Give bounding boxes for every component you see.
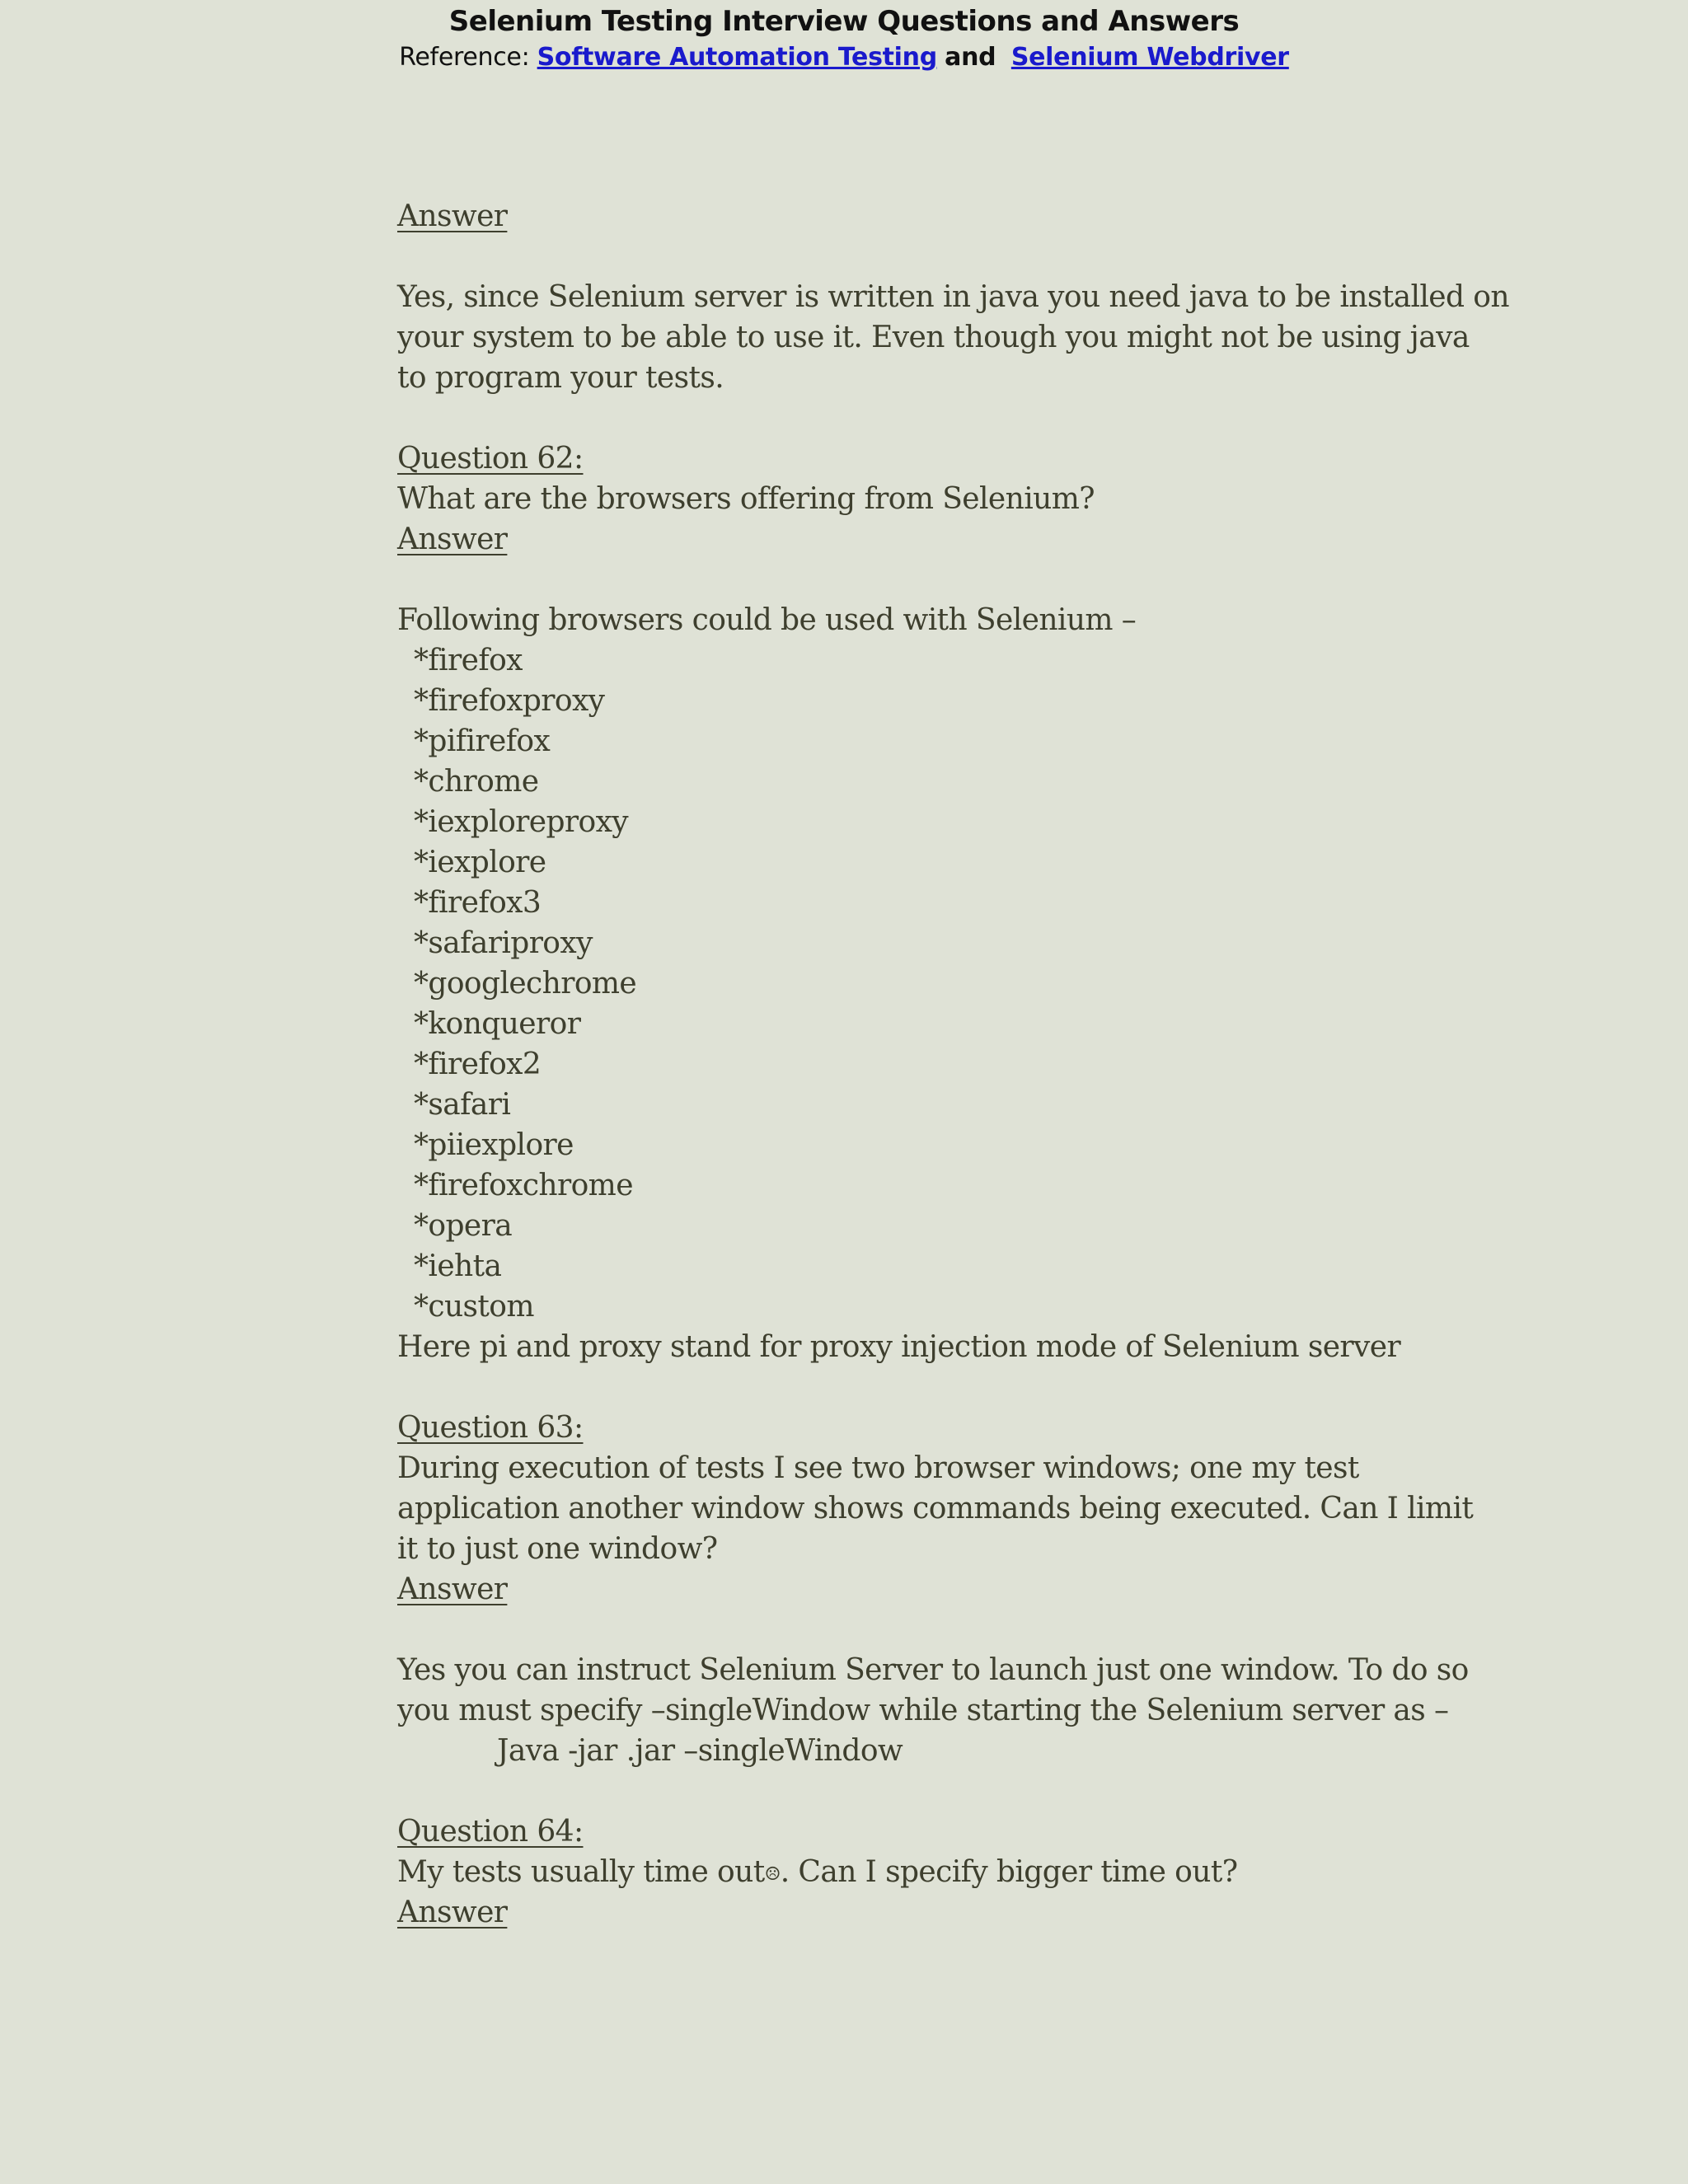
frown-emoticon-icon: ☹: [764, 1864, 781, 1885]
question-label: Question 63:: [397, 1411, 584, 1445]
list-item: *safari: [414, 1088, 511, 1122]
answer-text-line: your system to be able to use it. Even though you might not be using java: [397, 321, 1470, 354]
answer-label: Answer: [397, 523, 508, 556]
list-item: *firefox2: [414, 1047, 542, 1081]
question-label: Question 62:: [397, 442, 584, 476]
question-text-end: . Can I specify bigger time out?: [780, 1855, 1238, 1889]
question-text-line: application another window shows commands being executed. Can I limit: [397, 1492, 1474, 1526]
list-item: *iehta: [414, 1249, 502, 1283]
list-item: *firefox: [414, 644, 523, 677]
document-body: [397, 196, 1509, 1933]
list-item: *iexplore: [414, 846, 546, 879]
list-item: *googlechrome: [414, 967, 637, 1001]
list-item: *pifirefox: [414, 724, 551, 758]
reference-line: [0, 41, 1688, 74]
answer-text-line: Yes, since Selenium server is written in java you need java to be installed on: [397, 280, 1509, 314]
list-item: *custom: [414, 1290, 534, 1324]
list-item: *iexploreproxy: [414, 805, 629, 839]
command-line: Java -jar .jar –singleWindow: [497, 1734, 903, 1768]
list-item: *opera: [414, 1209, 513, 1243]
question-text-line: it to just one window?: [397, 1532, 718, 1566]
question-text-line: During execution of tests I see two browser windows; one my test: [397, 1451, 1359, 1485]
list-item: *firefox3: [414, 886, 542, 920]
list-item: *piiexplore: [414, 1128, 574, 1162]
answer-text-line: to program your tests.: [397, 361, 724, 395]
answer-text-line: Following browsers could be used with Selenium –: [397, 603, 1137, 637]
question-text-start: My tests usually time out: [397, 1855, 765, 1889]
question-text: What are the browsers offering from Selenium?: [397, 482, 1095, 516]
list-item: *konqueror: [414, 1007, 581, 1041]
reference-and: and: [945, 43, 996, 72]
answer-label: Answer: [397, 199, 508, 233]
reference-label: Reference:: [399, 43, 537, 72]
selenium-webdriver-link[interactable]: Selenium Webdriver: [1010, 43, 1289, 72]
answer-label: Answer: [397, 1896, 508, 1929]
question-label: Question 64:: [397, 1815, 584, 1849]
answer-label: Answer: [397, 1572, 508, 1606]
question-text: [397, 1852, 1485, 1892]
answer-note: Here pi and proxy stand for proxy injection mode of Selenium server: [397, 1330, 1401, 1364]
answer-text-line: Yes you can instruct Selenium Server to launch just one window. To do so: [397, 1653, 1469, 1687]
list-item: *chrome: [414, 765, 539, 799]
list-item: *firefoxchrome: [414, 1169, 633, 1202]
list-item: *safariproxy: [414, 926, 593, 960]
software-automation-testing-link[interactable]: Software Automation Testing: [537, 43, 937, 72]
list-item: *firefoxproxy: [414, 684, 605, 718]
browser-list: [397, 640, 1485, 1327]
document-title: Selenium Testing Interview Questions and Answers: [448, 5, 1240, 38]
answer-text-line: you must specify –singleWindow while starting the Selenium server as –: [397, 1694, 1449, 1727]
